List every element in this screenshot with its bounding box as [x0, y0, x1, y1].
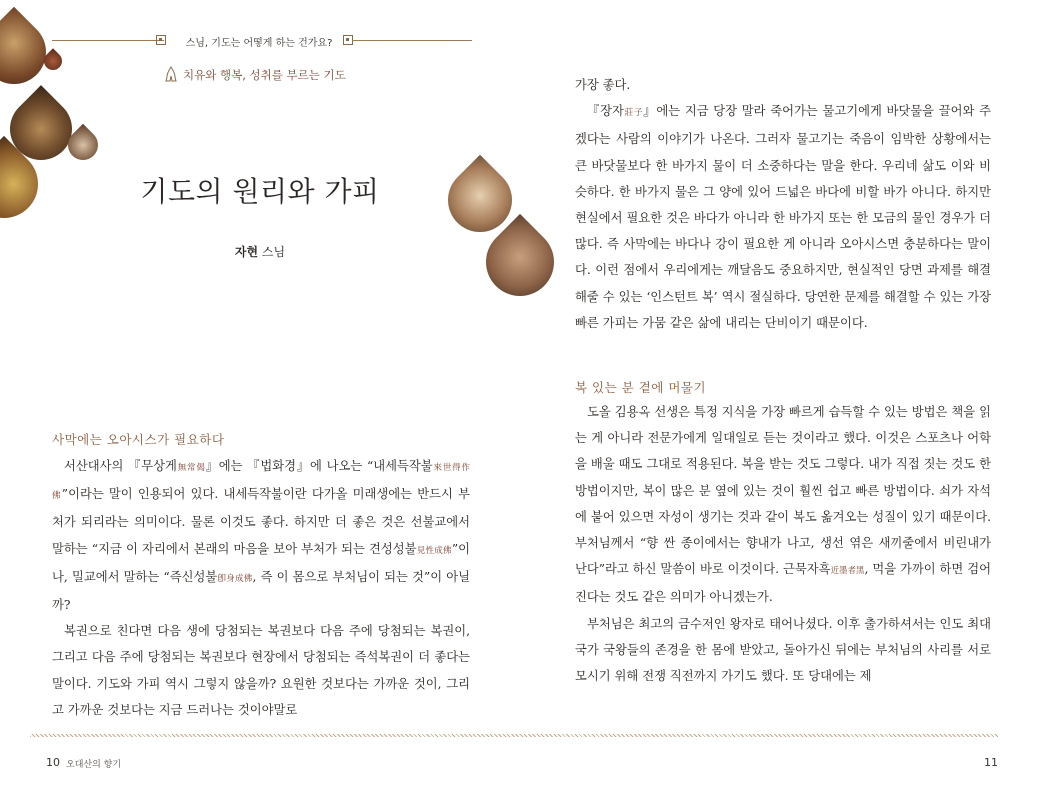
- section-subtitle: 치유와 행복, 성취를 부르는 기도: [183, 68, 346, 82]
- article-title: 기도의 원리와 가피: [140, 175, 380, 208]
- paragraph: 『장자莊子』에는 지금 당장 말라 죽어가는 물고기에게 바닷물을 끌어와 주겠다는 사람의 이야기가 나온다. 그러자 물고기는 죽음이 임박한 상황에서는 큰 바닷물보다 한 바가지 물이 더 소중하다는 말을 한다. 우리네 삶도 이와 비슷하다. 한 바가지 물은 그 양에 있어 드넓은 바다에 비할 바가 아니다. 하지만 현실에서 필요한 것은 바다가 아니라 한 바가지 또는 한 모금의 물인 경우가 더 많다. 즉 사막에는 바다나 강이 필요한 게 아니라 오아시스면 충분하다는 말이다. 이런 점에서 우리에게는 깨달음도 중요하지만, 현실적인 당면 과제를 해결해줄 수 있는 ‘인스턴트 복’ 역시 절실하다. 당연한 문제를 해결할 수 있는 가장 빠른 가피는 가뭄 같은 삶에 내리는 단비이기 때문이다.: [575, 104, 991, 330]
- left-column: [52, 453, 470, 723]
- right-column-lower: [575, 399, 991, 689]
- paragraph: 가장 좋다.: [575, 78, 631, 92]
- header-rule-left: [52, 40, 164, 41]
- ornament-icon: [156, 35, 166, 45]
- header-rule-right: [352, 40, 472, 41]
- author-name: 자현: [234, 245, 259, 259]
- hanja-annotation: 來世得作佛: [52, 463, 470, 502]
- praying-hands-icon: [164, 66, 178, 82]
- subhead-oasis: 사막에는 오아시스가 필요하다: [52, 432, 225, 447]
- right-column: [575, 72, 991, 336]
- hanja-annotation: 莊子: [623, 108, 644, 119]
- hanja-annotation: 卽身成佛: [217, 573, 253, 584]
- author-suffix: 스님: [261, 245, 286, 259]
- article-author: [200, 243, 320, 260]
- paragraph: 복권으로 친다면 다음 생에 당첨되는 복권보다 다음 주에 당첨되는 복권이, 그리고 다음 주에 당첨되는 복권보다 현장에서 당첨되는 즉석복권이 더 좋다는 말이다. 기도와 가피 역시 그렇지 않을까? 요원한 것보다는 가까운 것이, 그리고 가까운 것보다는 지금 드러나는 것이야말로: [52, 624, 470, 717]
- series-title: 스님, 기도는 어떻게 하는 건가요?: [185, 38, 333, 49]
- page-number-left: 10: [46, 756, 60, 769]
- publication-title: 오대산의 향기: [66, 760, 122, 770]
- hanja-annotation: 近墨者黑: [830, 566, 865, 577]
- paragraph: 도올 김용옥 선생은 특정 지식을 가장 빠르게 습득할 수 있는 방법은 책을 읽는 게 아니라 전문가에게 일대일로 듣는 것이라고 했다. 이것은 스포츠나 어학을 배울 때도 그대로 적용된다. 복을 받는 것도 그렇다. 내가 직접 짓는 것도 한 방법이지만, 복이 많은 분 옆에 있는 것이 훨씬 쉽고 빠른 방법이다. 쇠가 자석에 붙어 있으면 자성이 생기는 것과 같이 복도 옮겨오는 성질이 있기 때문이다. 부처님께서 “향 싼 종이에서는 향내가 나고, 생선 엮은 새끼줄에서 비린내가 난다”라고 하신 말씀이 바로 이것이다. 근묵자흑近墨者黑, 먹을 가까이 하면 검어진다는 것도 같은 의미가 아니겠는가.: [575, 405, 991, 605]
- paragraph: 서산대사의 『무상게無常偈』에는 『법화경』에 나오는 “내세득작불來世得作佛”이라는 말이 인용되어 있다. 내세득작불이란 다가올 미래생에는 반드시 부처가 되리라는 의미이다. 물론 이것도 좋다. 하지만 더 좋은 것은 선불교에서 말하는 “지금 이 자리에서 본래의 마음을 보아 부처가 되는 견성성불見性成佛”이나, 밀교에서 말하는 “즉신성불卽身成佛, 즉 이 몸으로 부처님이 되는 것”이 아닐까?: [52, 459, 470, 613]
- page-number-right: 11: [984, 756, 998, 769]
- paragraph: 부처님은 최고의 금수저인 왕자로 태어나셨다. 이후 출가하셔서는 인도 최대 국가 국왕들의 존경을 한 몸에 받았고, 돌아가신 뒤에는 부처님의 사리를 서로 모시기 위해 전쟁 직전까지 가기도 했다. 또 당대에는 제: [575, 616, 991, 684]
- hanja-annotation: 見性成佛: [416, 545, 452, 556]
- subhead-blessing: 복 있는 분 곁에 머물기: [575, 380, 707, 395]
- hanja-annotation: 無常偈: [176, 463, 206, 473]
- footer-rule: [30, 734, 998, 737]
